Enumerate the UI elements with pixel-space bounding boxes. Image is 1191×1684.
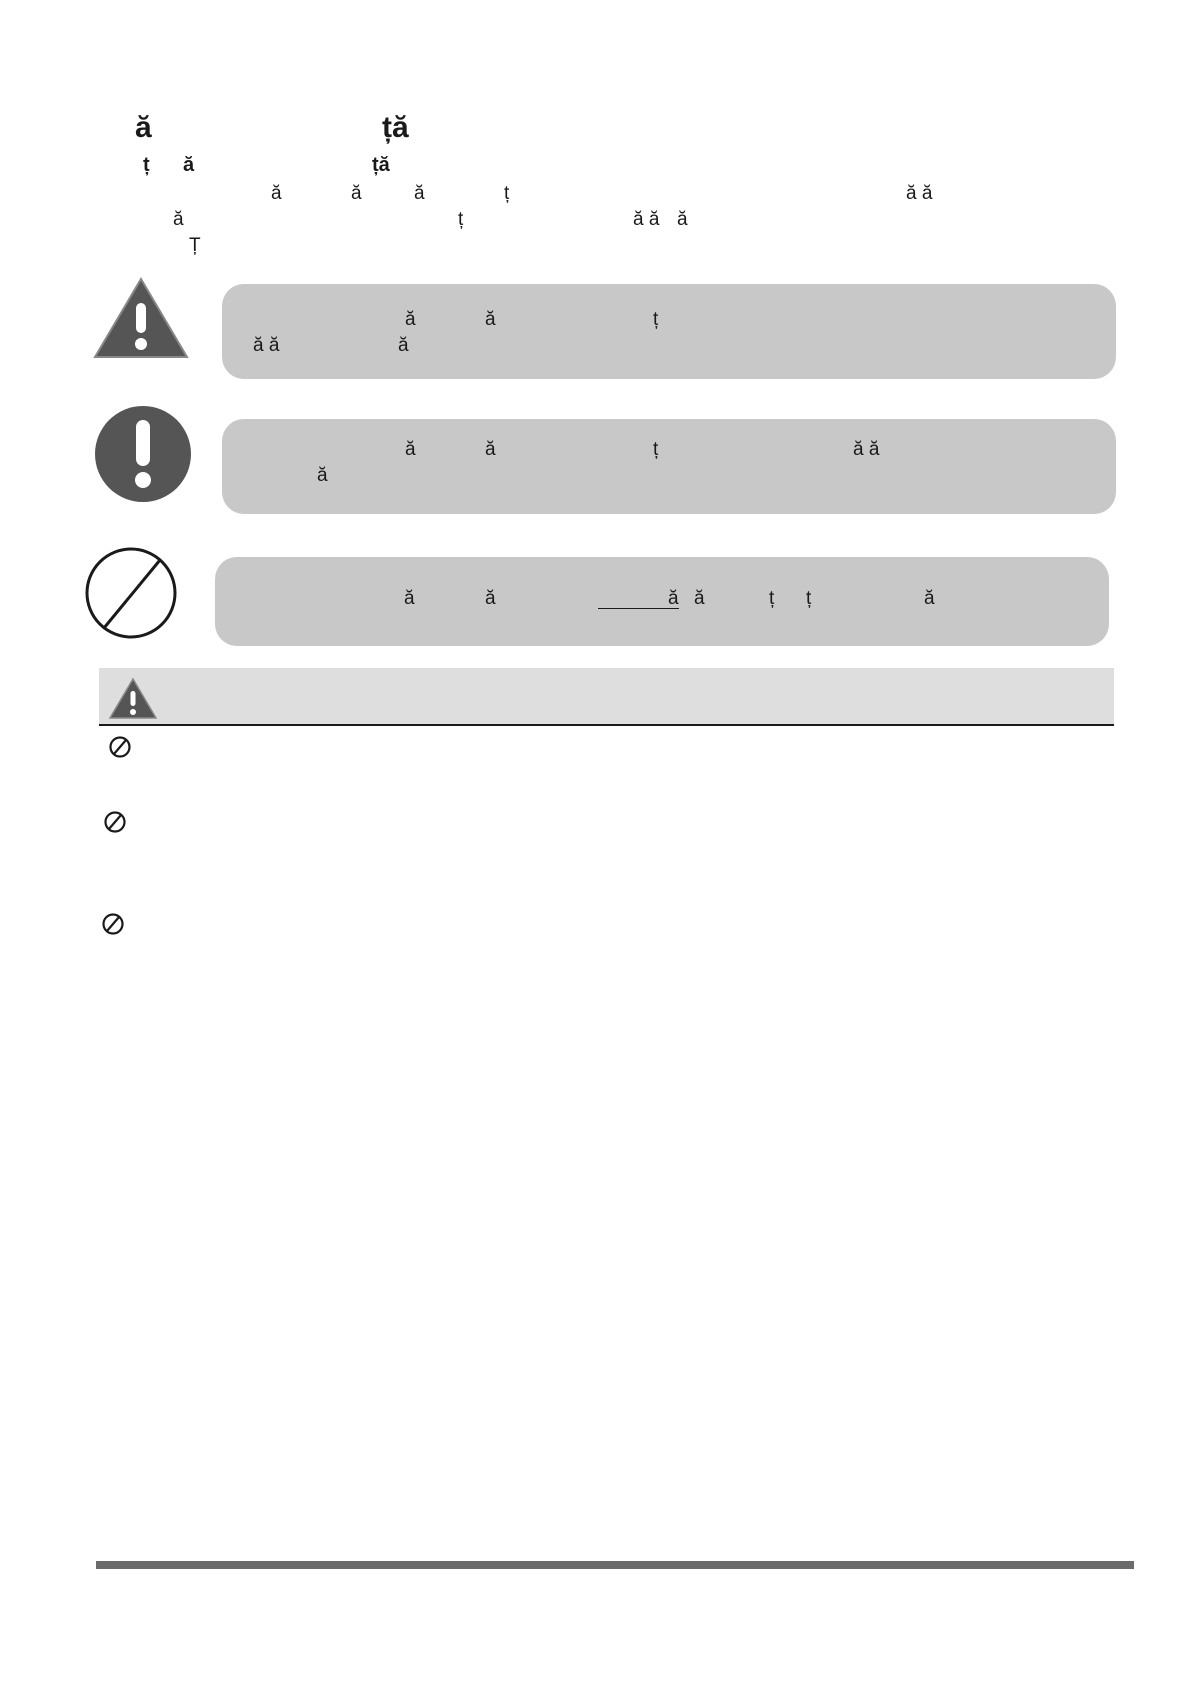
blank-underline: [598, 608, 679, 609]
warning-text-fragment: ă ă: [253, 335, 280, 356]
intro-fragment: ă: [173, 209, 184, 230]
prohibited-icon: [103, 810, 127, 834]
intro-fragment: ă: [677, 209, 688, 230]
warning-text-fragment: ă: [398, 335, 409, 356]
mandatory-text-fragment: ă: [405, 439, 416, 460]
exclamation-circle-icon: [93, 404, 193, 504]
prohibited-icon: [108, 735, 132, 759]
prohibited-box: [215, 557, 1109, 646]
prohibited-text-fragment: ă: [668, 588, 679, 609]
prohibited-text-fragment: ț: [769, 588, 775, 609]
mandatory-text-fragment: ă: [317, 465, 328, 486]
mandatory-text-fragment: ă: [485, 439, 496, 460]
intro-fragment: ă ă: [633, 209, 660, 230]
prohibited-text-fragment: ă: [924, 588, 935, 609]
intro-fragment: ă: [271, 183, 282, 204]
intro-fragment: ț: [504, 183, 510, 204]
title-fragment: ă: [135, 111, 152, 144]
prohibited-text-fragment: ă: [485, 588, 496, 609]
subtitle-fragment: ț: [143, 154, 150, 176]
warning-triangle-icon: [92, 276, 190, 360]
prohibited-icon: [101, 912, 125, 936]
intro-fragment: ă ă: [906, 183, 933, 204]
prohibited-icon: [84, 546, 178, 640]
warning-section-header: [99, 668, 1114, 726]
title-fragment: ță: [382, 111, 409, 144]
warning-text-fragment: ă: [485, 309, 496, 330]
mandatory-text-fragment: ț: [653, 439, 659, 460]
warning-text-fragment: ă: [405, 309, 416, 330]
mandatory-box: [222, 419, 1116, 514]
subtitle-fragment: ă: [183, 154, 195, 176]
intro-fragment: Ț: [189, 235, 201, 256]
subtitle-fragment: ță: [372, 154, 390, 176]
mandatory-text-fragment: ă ă: [853, 439, 880, 460]
prohibited-text-fragment: ă: [694, 588, 705, 609]
intro-fragment: ț: [458, 209, 464, 230]
warning-text-fragment: ț: [653, 309, 659, 330]
intro-fragment: ă: [351, 183, 362, 204]
intro-fragment: ă: [414, 183, 425, 204]
footer-rule: [96, 1561, 1134, 1569]
warning-box: [222, 284, 1116, 379]
prohibited-text-fragment: ă: [404, 588, 415, 609]
warning-triangle-icon: [108, 677, 158, 720]
prohibited-text-fragment: ț: [806, 588, 812, 609]
